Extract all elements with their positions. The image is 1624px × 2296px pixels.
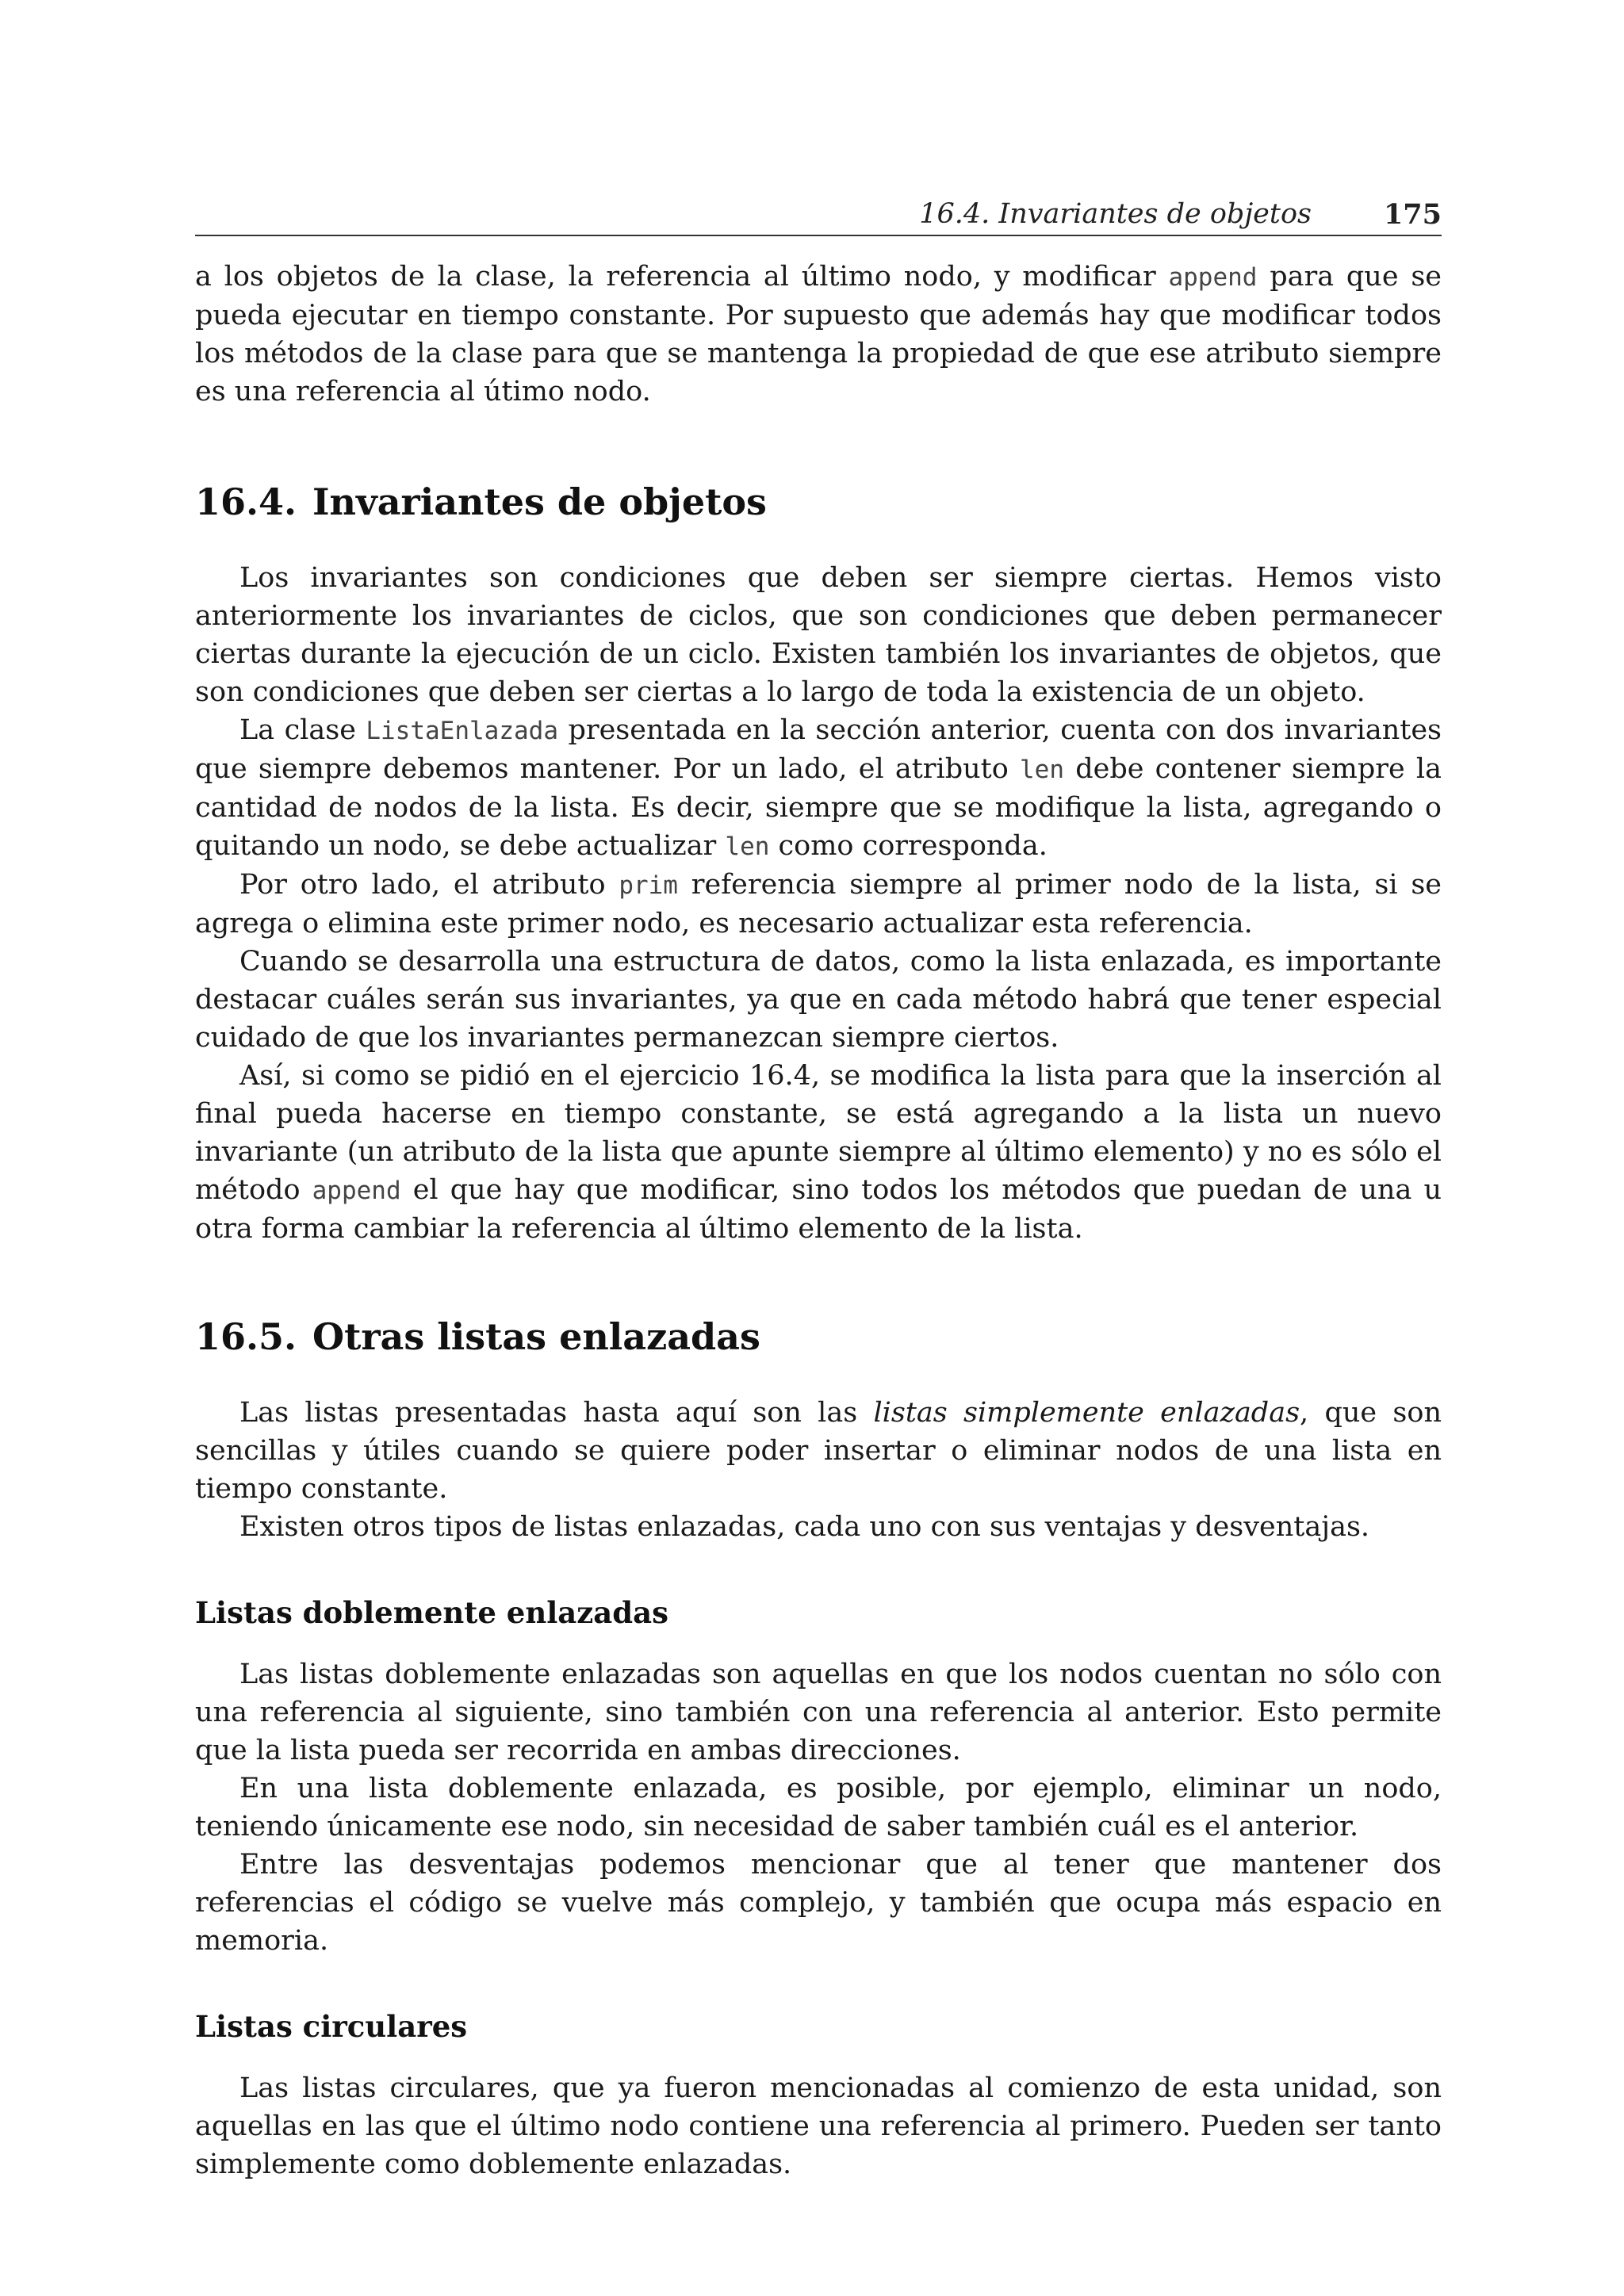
code-len: len [1020,756,1064,784]
text-run: como corresponda. [769,830,1048,862]
code-len: len [725,832,770,861]
intro-paragraph [195,258,1442,411]
section-heading-16-5 [195,1313,1442,1360]
paragraph: Entre las desventajas podemos mencionar que al tener que mantener dos referencias el código se vuelve más complejo, y también que ocupa más espacio en memoria. [195,1849,1442,1957]
section-number: 16.5. [195,1315,297,1358]
paragraph: Las listas doblemente enlazadas son aquellas en que los nodos cuentan no sólo con una referencia al siguiente, sino también con una referencia al anterior. Esto permite que la lista pueda ser recorrida en ambas direcciones. [195,1659,1442,1766]
text-run: debe contener siempre la cantidad de nodos de la lista. Es decir, siempre que se modifique la lista, agregando o quitando un nodo, se debe actualizar [195,753,1442,862]
page-number: 175 [1383,198,1442,231]
page-header [195,193,1442,236]
paragraph: Cuando se desarrolla una estructura de datos, como la lista enlazada, es importante destacar cuáles serán sus invariantes, ya que en cada método habrá que tener especial cuidado de que los invariantes permanezcan siempre ciertos. [195,946,1442,1054]
paragraph: Los invariantes son condiciones que deben ser siempre ciertas. Hemos visto anteriormente los invariantes de ciclos, que son condiciones que deben permanecer ciertas durante la ejecución de un ciclo. Existen también los invariantes de objetos, que son condiciones que deben ser ciertas a lo largo de toda la existencia de un objeto. [195,562,1442,708]
paragraph: Las listas circulares, que ya fueron mencionadas al comienzo de esta unidad, son aquellas en las que el último nodo contiene una referencia al primero. Pueden ser tanto simplemente como doblemente enlazadas. [195,2072,1442,2180]
subsection-heading-doble: Listas doblemente enlazadas [195,1595,668,1630]
section-heading-16-4 [195,478,1442,526]
code-append: append [1168,263,1258,292]
code-prim: prim [619,871,678,900]
text-run: Por otro lado, el atributo [239,869,619,901]
code-append: append [312,1177,401,1205]
paragraph: Existen otros tipos de listas enlazadas, cada uno con sus ventajas y desventajas. [239,1511,1370,1543]
paragraph [195,1394,1442,1508]
paragraph: En una lista doblemente enlazada, es posible, por ejemplo, eliminar un nodo, teniendo únicamente ese nodo, sin necesidad de saber también cuál es el anterior. [195,1773,1442,1843]
emphasis-text: listas simplemente enlazadas [873,1397,1300,1429]
text-run: La clase [239,714,366,746]
text-run: para que se pueda ejecutar en tiempo constante. Por supuesto que además hay que modificar todos los métodos de la clase para que se mantenga la propiedad de que ese atributo siempre es una referencia al útimo nodo. [195,261,1442,408]
text-run: , que son sencillas y útiles cuando se quiere poder insertar o eliminar nodos de una lista en tiempo constante. [195,1397,1442,1505]
text-run: presentada en la sección anterior, cuenta con dos invariantes que siempre debemos mantener. Por un lado, el atributo [195,714,1442,785]
text-run: el que hay que modificar, sino todos los métodos que puedan de una u otra forma cambiar la referencia al último elemento de la lista. [195,1174,1442,1245]
code-listaenlazada: ListaEnlazada [366,717,558,745]
paragraph [195,866,1442,943]
text-run: referencia siempre al primer nodo de la lista, si se agrega o elimina este primer nodo, es necesario actualizar esta referencia. [195,869,1442,939]
section-title: Otras listas enlazadas [312,1315,760,1358]
running-title: 16.4. Invariantes de objetos [919,198,1312,230]
paragraph [195,1057,1442,1248]
text-run: Así, si como se pidió en el ejercicio 16.4, se modifica la lista para que la inserción al final pueda hacerse en tiempo constante, se está agregando a la lista un nuevo invariante (un atributo de la lista que apunte siempre al último elemento) y no es sólo el método [195,1060,1442,1206]
section-title: Invariantes de objetos [312,480,767,523]
text-run: a los objetos de la clase, la referencia al último nodo, y modificar [195,261,1169,293]
text-run: Las listas presentadas hasta aquí son las [239,1397,874,1429]
section-number: 16.4. [195,480,297,523]
page-body [195,258,1442,2183]
paragraph [195,711,1442,866]
subsection-heading-circulares: Listas circulares [195,2009,468,2044]
